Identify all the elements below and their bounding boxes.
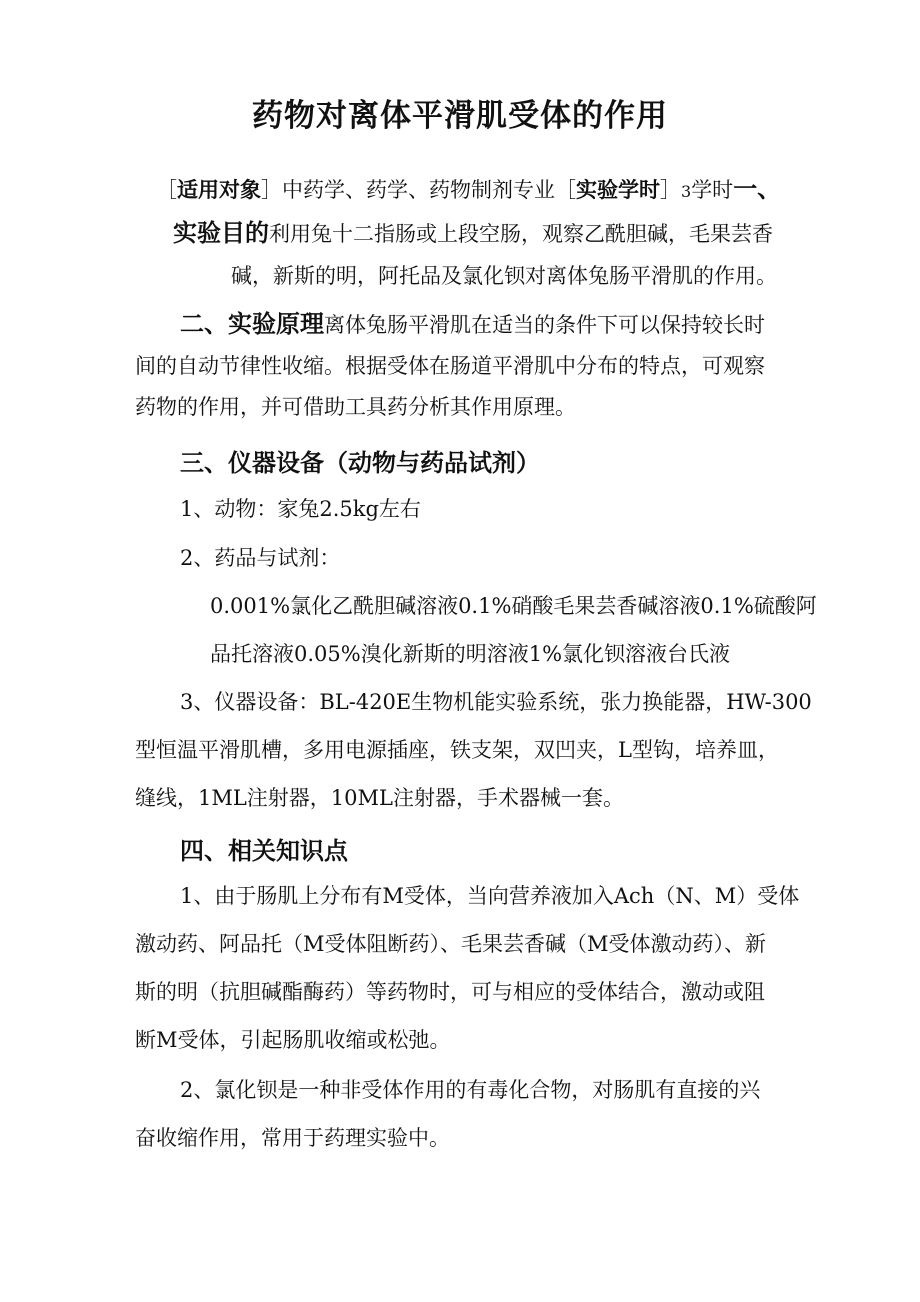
section4-p1-line4: 断M受体，引起肠肌收缩或松弛。	[135, 1028, 451, 1052]
section1-line1	[173, 218, 773, 249]
bracket-open: ［	[156, 178, 177, 202]
section4-p1-line3: 斯的明（抗胆碱酯酶药）等药物时，可与相应的受体结合，激动或阻	[135, 980, 765, 1004]
bracket-close: ］	[261, 178, 282, 202]
bracket-close: ］	[660, 178, 681, 202]
section2-line3: 药物的作用，并可借助工具药分析其作用原理。	[135, 395, 576, 419]
section2-heading: 二、实验原理	[180, 310, 324, 338]
section2-line2: 间的自动节律性收缩。根据受体在肠道平滑肌中分布的特点，可观察	[135, 354, 765, 378]
section1-number: 一、	[733, 175, 782, 203]
section2-text: 离体兔肠平滑肌在适当的条件下可以保持较长时	[324, 313, 765, 337]
section3-drugs-line2: 品托溶液0.05%溴化新斯的明溶液1%氯化钡溶液台氏液	[210, 642, 731, 666]
section4-p2-line2: 奋收缩作用，常用于药理实验中。	[135, 1126, 450, 1150]
section1-line2: 碱，新斯的明，阿托品及氯化钡对离体兔肠平滑肌的作用。	[231, 264, 777, 288]
section3-item3-line3: 缝线，1ML注射器，10ML注射器，手术器械一套。	[135, 786, 624, 810]
document-title: 药物对离体平滑肌受体的作用	[252, 98, 668, 134]
section4-p2-line1: 2、氯化钡是一种非受体作用的有毒化合物，对肠肌有直接的兴	[180, 1078, 761, 1102]
section3-item3-line2: 型恒温平滑肌槽，多用电源插座，铁支架，双凹夹，L型钩，培养皿，	[135, 738, 779, 762]
section4-p1-line2: 激动药、阿品托（M受体阻断药）、毛果芸香碱（M受体激动药）、新	[135, 932, 767, 956]
meta-label-hours: 实验学时	[576, 178, 660, 202]
section3-item1: 1、动物：家兔2.5kg左右	[180, 497, 421, 521]
meta-label-audience: 适用对象	[177, 178, 261, 202]
meta-hours-unit: 学时	[691, 178, 734, 202]
bracket-open: ［	[555, 178, 576, 202]
section1-text: 利用兔十二指肠或上段空肠，观察乙酰胆碱，毛果芸香	[269, 222, 773, 246]
meta-value-audience: 中药学、药学、药物制剂专业	[282, 178, 555, 202]
section3-item2: 2、药品与试剂：	[180, 546, 341, 570]
meta-line	[156, 174, 781, 207]
section4-p1-line1: 1、由于肠肌上分布有M受体，当向营养液加入Ach（N、M）受体	[180, 884, 800, 908]
section2-line1	[180, 309, 765, 340]
section3-drugs-line1: 0.001%氯化乙酰胆碱溶液0.1%硝酸毛果芸香碱溶液0.1%硫酸阿	[210, 594, 817, 618]
section3-item3-line1: 3、仪器设备：BL-420E生物机能实验系统，张力换能器，HW-300	[180, 690, 812, 714]
section3-heading: 三、仪器设备（动物与药品试剂）	[180, 449, 540, 477]
section1-heading: 实验目的	[173, 219, 269, 247]
meta-hours-number: 3	[681, 182, 692, 201]
section4-heading: 四、相关知识点	[180, 837, 348, 865]
